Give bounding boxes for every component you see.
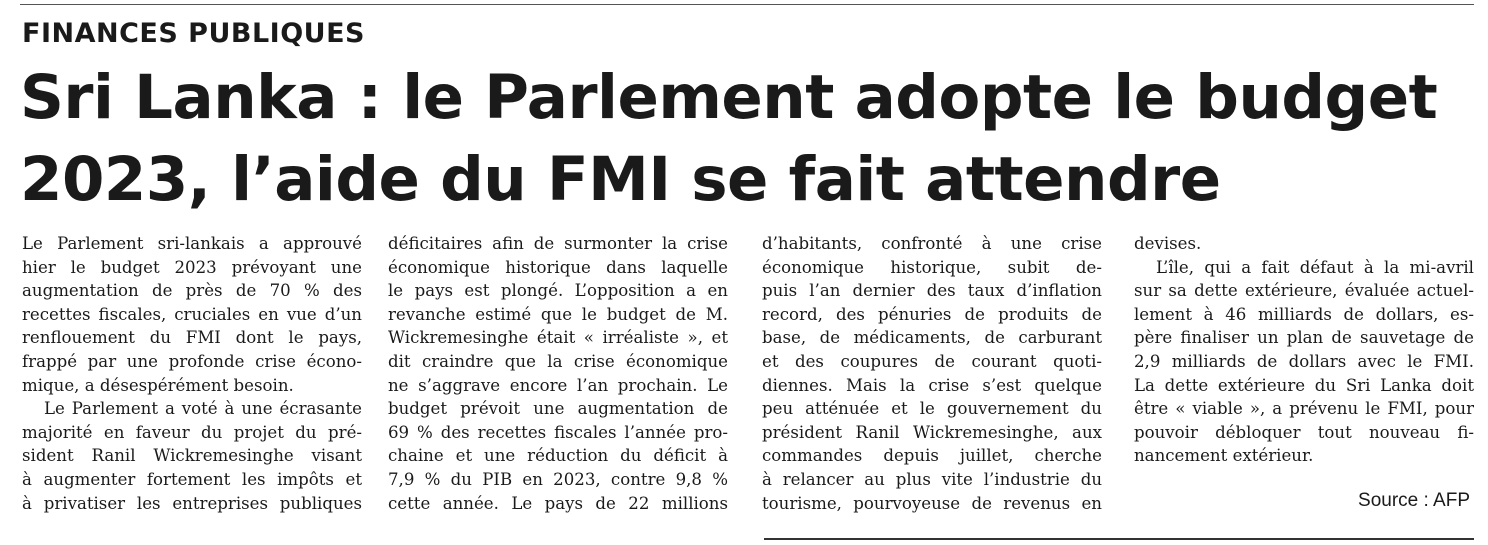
text-line: 2,9 milliards de dollars avec le FMI.: [1134, 351, 1474, 371]
top-rule: [20, 4, 1474, 5]
text-line: puis l’an dernier des taux d’inflation: [762, 281, 1102, 301]
article-column-3: [762, 232, 1102, 515]
text-line: revanche estimé que le budget de M.: [388, 304, 728, 324]
text-line: à privatiser les entreprises publiques: [22, 493, 362, 513]
text-line: d’habitants, confronté à une crise: [762, 234, 1102, 253]
text-line: le pays est plongé. L’opposition a en: [388, 281, 728, 301]
text-line: cette année. Le pays de 22 millions: [388, 493, 728, 513]
text-line: L’île, qui a fait défaut à la mi-avril: [1156, 257, 1474, 277]
text-line: pouvoir débloquer tout nouveau fi-: [1134, 422, 1474, 442]
headline: [20, 57, 1460, 221]
text-line: frappé par une profonde crise écono-: [22, 351, 362, 371]
text-line: commandes depuis juillet, cherche: [762, 446, 1102, 466]
text-line: Wickremesinghe était « irréaliste », et: [388, 328, 728, 348]
text-line: père finaliser un plan de sauvetage de: [1134, 328, 1474, 348]
text-line: majorité en faveur du projet du pré-: [22, 422, 362, 442]
text-line: 69 % des recettes fiscales l’année pro-: [388, 422, 728, 442]
text-line: à augmenter fortement les impôts et: [22, 469, 362, 489]
headline-line: 2023, l’aide du FMI se fait attendre: [20, 144, 1221, 215]
text-line: hier le budget 2023 prévoyant une: [22, 257, 362, 277]
text-line: Le Parlement sri-lankais a approuvé: [22, 234, 362, 253]
text-line: renflouement du FMI dont le pays,: [22, 328, 362, 348]
section-label: FINANCES PUBLIQUES: [22, 18, 365, 49]
article-column-4: [1134, 232, 1474, 468]
headline-line: Sri Lanka : le Parlement adopte le budget: [20, 62, 1438, 133]
text-line: budget prévoit une augmentation de: [388, 399, 728, 419]
text-line: nancement extérieur.: [1134, 446, 1314, 466]
text-line: économique historique dans laquelle: [388, 257, 728, 277]
text-line: à relancer au plus vite l’industrie du: [762, 469, 1102, 489]
text-line: augmentation de près de 70 % des: [22, 281, 362, 301]
text-line: peu atténuée et le gouvernement du: [762, 399, 1102, 419]
text-line: déficitaires afin de surmonter la crise: [388, 234, 728, 253]
text-line: recettes fiscales, cruciales en vue d’un: [22, 304, 362, 324]
text-line: dit craindre que la crise économique: [388, 351, 728, 371]
text-line: ne s’aggrave encore l’an prochain. Le: [388, 375, 728, 395]
text-line: lement à 46 milliards de dollars, es-: [1134, 304, 1474, 324]
text-line: et des coupures de courant quoti-: [762, 351, 1102, 371]
text-line: économique historique, subit de-: [762, 257, 1102, 277]
text-line: président Ranil Wickremesinghe, aux: [762, 422, 1102, 442]
text-line: record, des pénuries de produits de: [762, 304, 1102, 324]
text-line: chaine et une réduction du déficit à: [388, 446, 728, 466]
text-line: base, de médicaments, de carburant: [762, 328, 1102, 348]
bottom-rule: [764, 538, 1474, 540]
text-line: être « viable », a prévenu le FMI, pour: [1134, 399, 1474, 419]
text-line: 7,9 % du PIB en 2023, contre 9,8 %: [388, 469, 728, 489]
article-column-2: [388, 232, 728, 515]
text-line: Le Parlement a voté à une écrasante: [44, 399, 362, 419]
text-line: devises.: [1134, 234, 1202, 253]
text-line: sident Ranil Wickremesinghe visant: [22, 446, 362, 466]
article-column-1: [22, 232, 362, 515]
text-line: diennes. Mais la crise s’est quelque: [762, 375, 1102, 395]
source-credit: Source : AFP: [1358, 490, 1470, 511]
text-line: La dette extérieure du Sri Lanka doit: [1134, 375, 1474, 395]
text-line: sur sa dette extérieure, évaluée actuel-: [1134, 281, 1474, 301]
text-line: mique, a désespérément besoin.: [22, 375, 294, 395]
text-line: tourisme, pourvoyeuse de revenus en: [762, 493, 1102, 513]
article-body: [0, 232, 1488, 522]
